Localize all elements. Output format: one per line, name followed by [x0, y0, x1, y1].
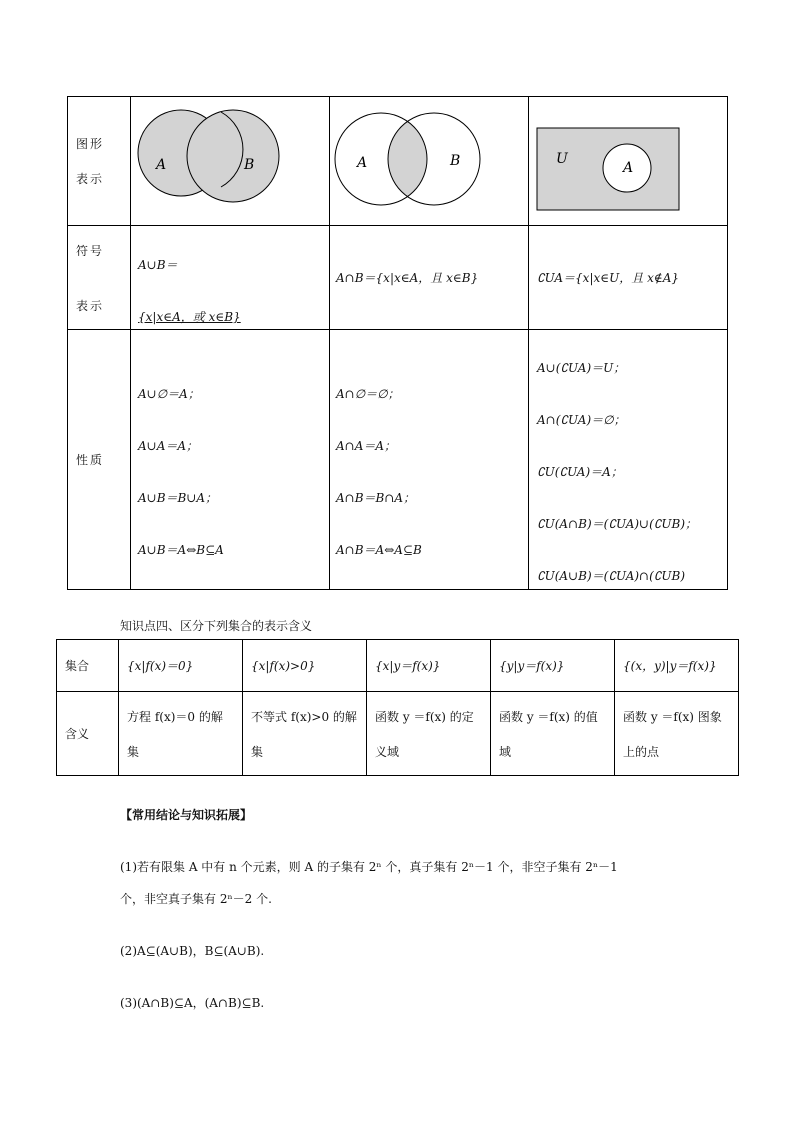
meaning-line: 集: [127, 744, 140, 759]
conclusion-1-line2: 个，非空真子集有 2ⁿ－2 个.: [120, 892, 272, 906]
meaning-line: 上的点: [623, 744, 660, 759]
sets-row: [57, 640, 739, 692]
union-symbol-cell: [131, 226, 330, 330]
property-row: [68, 330, 728, 590]
meaning-cell: [615, 692, 739, 776]
complement-prop: ∁U(A∩B)＝(∁UA)∪(∁UB)；: [537, 517, 698, 531]
venn-union-label-a: A: [156, 157, 167, 173]
intersection-definition: A∩B＝{x|x∈A，且 x∈B}: [330, 226, 529, 330]
union-definition-line2: {x|x∈A，或 x∈B}: [138, 310, 241, 324]
conclusion-3: (3)(A∩B)⊆A，(A∩B)⊆B.: [120, 996, 265, 1010]
meaning-line: 义域: [375, 744, 400, 759]
meaning-cell: [119, 692, 243, 776]
complement-prop: A∩(∁UA)＝∅；: [537, 413, 626, 427]
venn-union-cell: [131, 97, 330, 226]
set-notation: {(x，y)|y＝f(x)}: [615, 640, 739, 692]
conclusions-title: 【常用结论与知识拓展】: [120, 808, 253, 822]
meaning-line: 域: [499, 744, 512, 759]
union-prop: A∪A＝A；: [138, 439, 199, 453]
set-meaning-table: [56, 639, 739, 776]
figure-row: [68, 97, 728, 226]
conclusion-2: (2)A⊆(A∪B)，B⊆(A∪B).: [120, 944, 265, 958]
set-notation: {x|y＝f(x)}: [367, 640, 491, 692]
intersection-prop: A∩∅＝∅；: [336, 387, 400, 401]
header-figure-2: 表示: [76, 172, 105, 186]
venn-union-label-b: B: [244, 157, 255, 173]
venn-intersection-cell: [330, 97, 529, 226]
meaning-cell: [243, 692, 367, 776]
union-definition-line1: A∪B＝: [138, 258, 178, 272]
complement-prop: ∁U(∁UA)＝A；: [537, 465, 623, 479]
meanings-label: 含义: [57, 692, 119, 776]
section-title: 知识点四、区分下列集合的表示含义: [120, 619, 313, 633]
venn-intersection-diagram: [330, 97, 529, 221]
set-notation: {y|y＝f(x)}: [491, 640, 615, 692]
complement-prop: A∪(∁UA)＝U；: [537, 361, 626, 375]
set-notation: {x|f(x)>0}: [243, 640, 367, 692]
header-symbol-2: 表示: [76, 298, 105, 313]
venn-union-diagram: [131, 97, 330, 221]
meaning-line: 函数 y ＝f(x) 的定: [375, 709, 474, 724]
intersection-props-cell: [330, 330, 529, 590]
header-symbol-1: 符号: [76, 243, 105, 258]
set-notation: {x|f(x)＝0}: [119, 640, 243, 692]
venn-complement-label-u: U: [556, 151, 568, 167]
intersection-prop: A∩A＝A；: [336, 439, 397, 453]
venn-complement-cell: [529, 97, 728, 226]
meanings-row: [57, 692, 739, 776]
complement-props-cell: [529, 330, 728, 590]
symbol-row: [68, 226, 728, 330]
meaning-line: 函数 y ＝f(x) 的值: [499, 709, 598, 724]
union-prop: A∪B＝B∪A；: [138, 491, 218, 505]
meaning-line: 方程 f(x)＝0 的解: [127, 709, 223, 724]
union-props-cell: [131, 330, 330, 590]
header-figure-1: 图形: [76, 137, 105, 151]
venn-complement-diagram: [529, 97, 728, 221]
union-prop: A∪∅＝A；: [138, 387, 200, 401]
meaning-line: 集: [251, 744, 264, 759]
meaning-line: 不等式 f(x)>0 的解: [251, 709, 357, 724]
intersection-prop: A∩B＝B∩A；: [336, 491, 416, 505]
complement-definition: ∁UA＝{x|x∈U，且 x∉A}: [529, 226, 728, 330]
meaning-cell: [367, 692, 491, 776]
property-row-header: 性质: [68, 330, 131, 590]
meaning-cell: [491, 692, 615, 776]
sets-label: 集合: [57, 640, 119, 692]
intersection-prop: A∩B＝A⇔A⊆B: [336, 543, 422, 557]
meaning-line: 函数 y ＝f(x) 图象: [623, 709, 722, 724]
venn-intersection-label-b: B: [450, 153, 461, 169]
conclusion-1-line1: (1)若有限集 A 中有 n 个元素，则 A 的子集有 2ⁿ 个，真子集有 2ⁿ－1 个，非空子集有 2ⁿ－1: [120, 860, 618, 874]
venn-complement-label-a: A: [623, 160, 634, 176]
complement-prop: ∁U(A∪B)＝(∁UA)∩(∁UB): [537, 569, 686, 583]
symbol-row-header: [68, 226, 131, 330]
union-prop: A∪B＝A⇔B⊆A: [138, 543, 224, 557]
venn-intersection-label-a: A: [357, 155, 368, 171]
set-operations-table: [67, 96, 728, 590]
figure-row-header: [68, 97, 131, 226]
